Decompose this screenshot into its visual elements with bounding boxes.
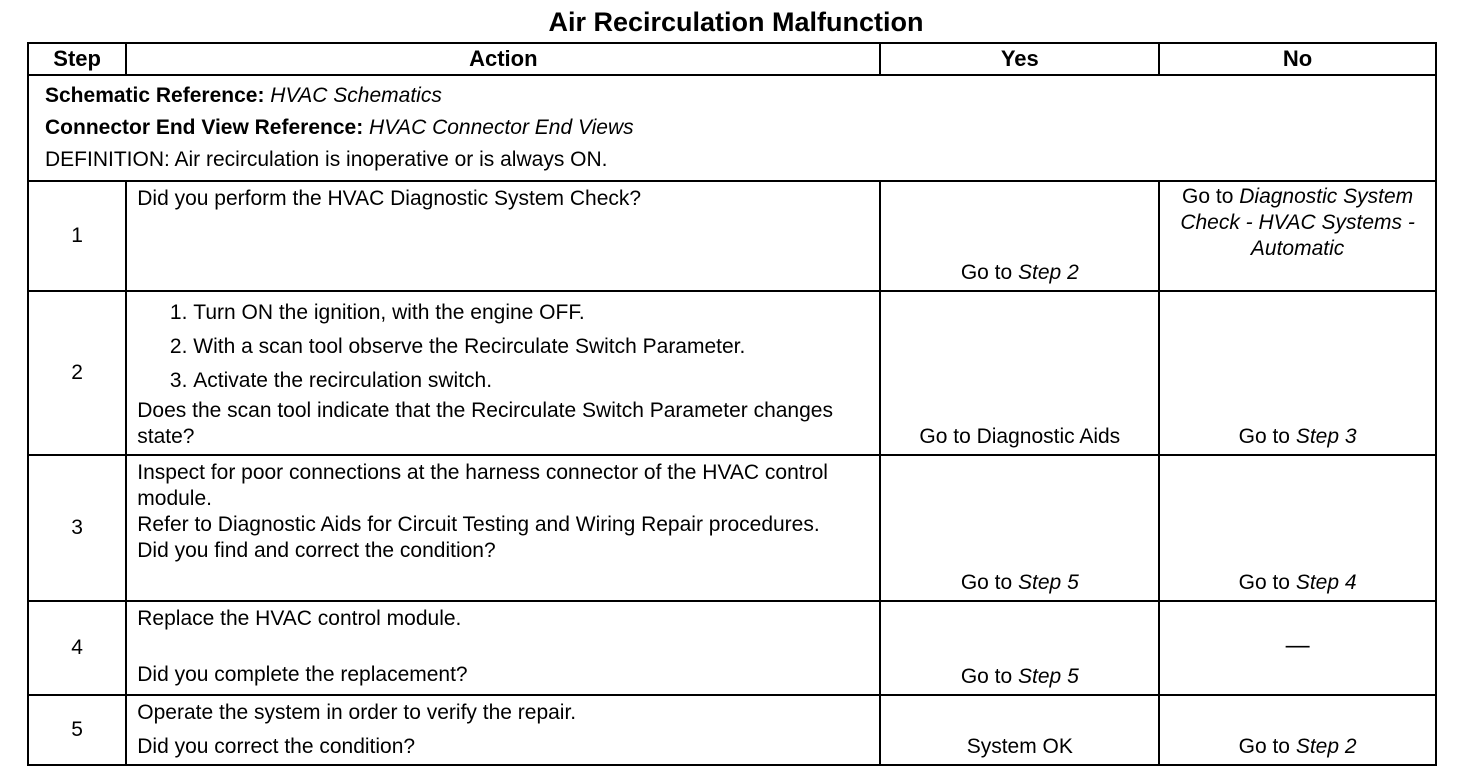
yes-text: Go to Diagnostic Aids [919,425,1121,448]
connector-reference-label: Connector End View Reference: [45,116,364,139]
list-item: 3. Activate the recirculation switch. [193,364,869,398]
no-link: Step 3 [1295,425,1357,448]
action-text: Replace the HVAC control module. [137,607,462,630]
yes-cell [880,601,1159,695]
list-item: 2. With a scan tool observe the Recirculate Switch Parameter. [193,330,869,364]
no-text: — [1285,631,1310,659]
no-text: Go to [1238,425,1296,448]
yes-text: Go to [960,571,1019,594]
reference-cell [28,75,1436,181]
table-row [28,291,1436,455]
yes-text: System OK [966,735,1073,758]
no-cell [1159,601,1436,695]
step-number: 3 [28,455,126,601]
yes-cell [880,455,1159,601]
header-no: No [1159,43,1436,75]
step-number: 4 [28,601,126,695]
no-text: Go to [1238,571,1296,594]
yes-link: Step 5 [1018,571,1079,594]
step-number: 2 [28,291,126,455]
action-question: Did you complete the replacement? [137,663,468,686]
table-row [28,455,1436,601]
action-question: Did you find and correct the condition? [137,539,496,562]
no-cell [1159,291,1436,455]
step-number: 5 [28,695,126,765]
diagnostic-table [27,42,1437,766]
yes-text: Go to [960,261,1019,284]
action-steps-list [137,296,869,398]
action-cell [126,601,880,695]
reference-row [28,75,1436,181]
action-cell [126,695,880,765]
step-number: 1 [28,181,126,291]
header-yes: Yes [880,43,1159,75]
schematic-reference-label: Schematic Reference: [45,84,265,107]
no-cell [1159,181,1436,291]
action-text: Refer to Diagnostic Aids for Circuit Testing and Wiring Repair procedures. [137,513,820,536]
table-row [28,695,1436,765]
no-link: Step 4 [1295,571,1357,594]
schematic-reference-value: HVAC Schematics [270,84,442,107]
table-row [28,601,1436,695]
action-text: Operate the system in order to verify the repair. [137,701,577,724]
page-title: Air Recirculation Malfunction [548,7,924,37]
yes-link: Step 5 [1018,665,1079,688]
action-cell [126,181,880,291]
header-action: Action [126,43,880,75]
schematic-reference [45,80,1419,112]
no-link: Diagnostic System Check - HVAC Systems - Automatic [1180,185,1415,260]
no-cell [1159,695,1436,765]
table-row [28,181,1436,291]
yes-cell [880,291,1159,455]
no-link: Step 2 [1295,735,1357,758]
connector-reference [45,112,1419,144]
yes-cell [880,181,1159,291]
yes-link: Step 2 [1018,261,1079,284]
definition-text: DEFINITION: Air recirculation is inoperative or is always ON. [45,148,608,171]
yes-text: Go to [960,665,1019,688]
action-text: Inspect for poor connections at the harness connector of the HVAC control module. [137,461,828,510]
no-cell [1159,455,1436,601]
header-row [28,43,1436,75]
no-text: Go to [1182,185,1240,208]
action-cell [126,291,880,455]
action-question: Did you correct the condition? [137,735,416,758]
header-step: Step [28,43,126,75]
action-question: Does the scan tool indicate that the Recirculate Switch Parameter changes state? [137,399,833,448]
action-cell [126,455,880,601]
yes-cell [880,695,1159,765]
list-item: 1. Turn ON the ignition, with the engine OFF. [193,296,869,330]
action-question: Did you perform the HVAC Diagnostic System Check? [137,187,642,210]
connector-reference-value: HVAC Connector End Views [369,116,634,139]
no-text: Go to [1238,735,1296,758]
